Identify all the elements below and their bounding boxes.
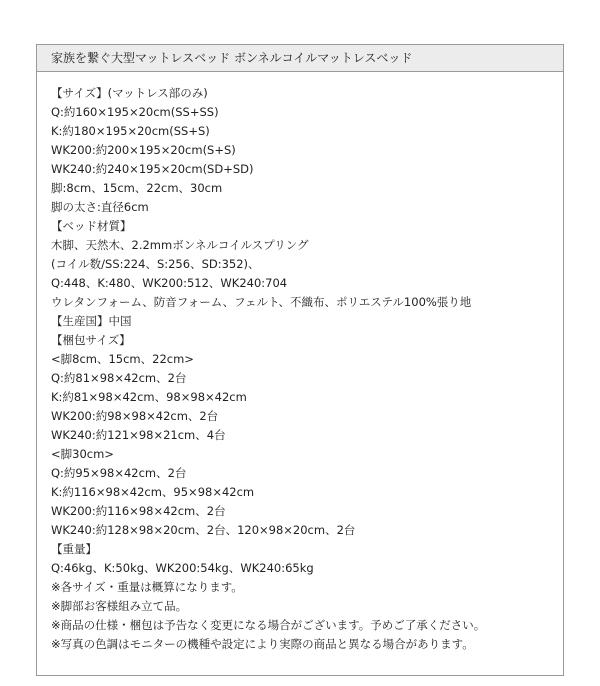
spec-line: <脚30cm> xyxy=(51,447,114,461)
spec-line: WK240:約128×98×20cm、2台、120×98×20cm、2台 xyxy=(51,523,356,537)
spec-line: WK200:約200×195×20cm(S+S) xyxy=(51,143,236,157)
spec-line: 【サイズ】(マットレス部のみ) xyxy=(51,86,208,100)
spec-line: WK200:約116×98×42cm、2台 xyxy=(51,504,226,518)
spec-line: WK240:約240×195×20cm(SD+SD) xyxy=(51,162,254,176)
spec-line: K:約81×98×42cm、98×98×42cm xyxy=(51,390,247,404)
spec-line: K:約116×98×42cm、95×98×42cm xyxy=(51,485,255,499)
spec-line: K:約180×195×20cm(SS+S) xyxy=(51,124,210,138)
spec-box xyxy=(36,44,564,676)
spec-line: 【梱包サイズ】 xyxy=(51,333,131,347)
spec-line: ※脚部お客様組み立て品。 xyxy=(51,599,188,613)
spec-line: Q:46kg、K:50kg、WK200:54kg、WK240:65kg xyxy=(51,561,314,575)
spec-line: Q:約81×98×42cm、2台 xyxy=(51,371,187,385)
spec-line: Q:約95×98×42cm、2台 xyxy=(51,466,187,480)
spec-line: Q:約160×195×20cm(SS+SS) xyxy=(51,105,219,119)
spec-line: (コイル数/SS:224、S:256、SD:352)、 xyxy=(51,257,260,271)
spec-line: 脚の太さ:直径6cm xyxy=(51,200,149,214)
spec-line: Q:448、K:480、WK200:512、WK240:704 xyxy=(51,276,288,290)
spec-line: 【生産国】中国 xyxy=(51,314,132,328)
spec-line: 木脚、天然木、2.2mmボンネルコイルスプリング xyxy=(51,238,309,252)
spec-line: WK200:約98×98×42cm、2台 xyxy=(51,409,219,423)
spec-line: 【ベッド材質】 xyxy=(51,219,132,233)
spec-line: ※写真の色調はモニターの機種や設定により実際の商品と異なる場合があります。 xyxy=(51,637,474,651)
spec-line: ※各サイズ・重量は概算になります。 xyxy=(51,580,243,594)
spec-line: WK240:約121×98×21cm、4台 xyxy=(51,428,226,442)
spec-title: 家族を繋ぐ大型マットレスベッド ボンネルコイルマットレスベッド xyxy=(37,45,563,72)
spec-line: 【重量】 xyxy=(51,542,97,556)
spec-line: <脚8cm、15cm、22cm> xyxy=(51,352,194,366)
spec-line: ※商品の仕様・梱包は予告なく変更になる場合がございます。予めご了承ください。 xyxy=(51,618,486,632)
spec-list xyxy=(37,72,563,654)
spec-line: ウレタンフォーム、防音フォーム、フェルト、不織布、ポリエステル100%張り地 xyxy=(51,295,472,309)
spec-line: 脚:8cm、15cm、22cm、30cm xyxy=(51,181,223,195)
